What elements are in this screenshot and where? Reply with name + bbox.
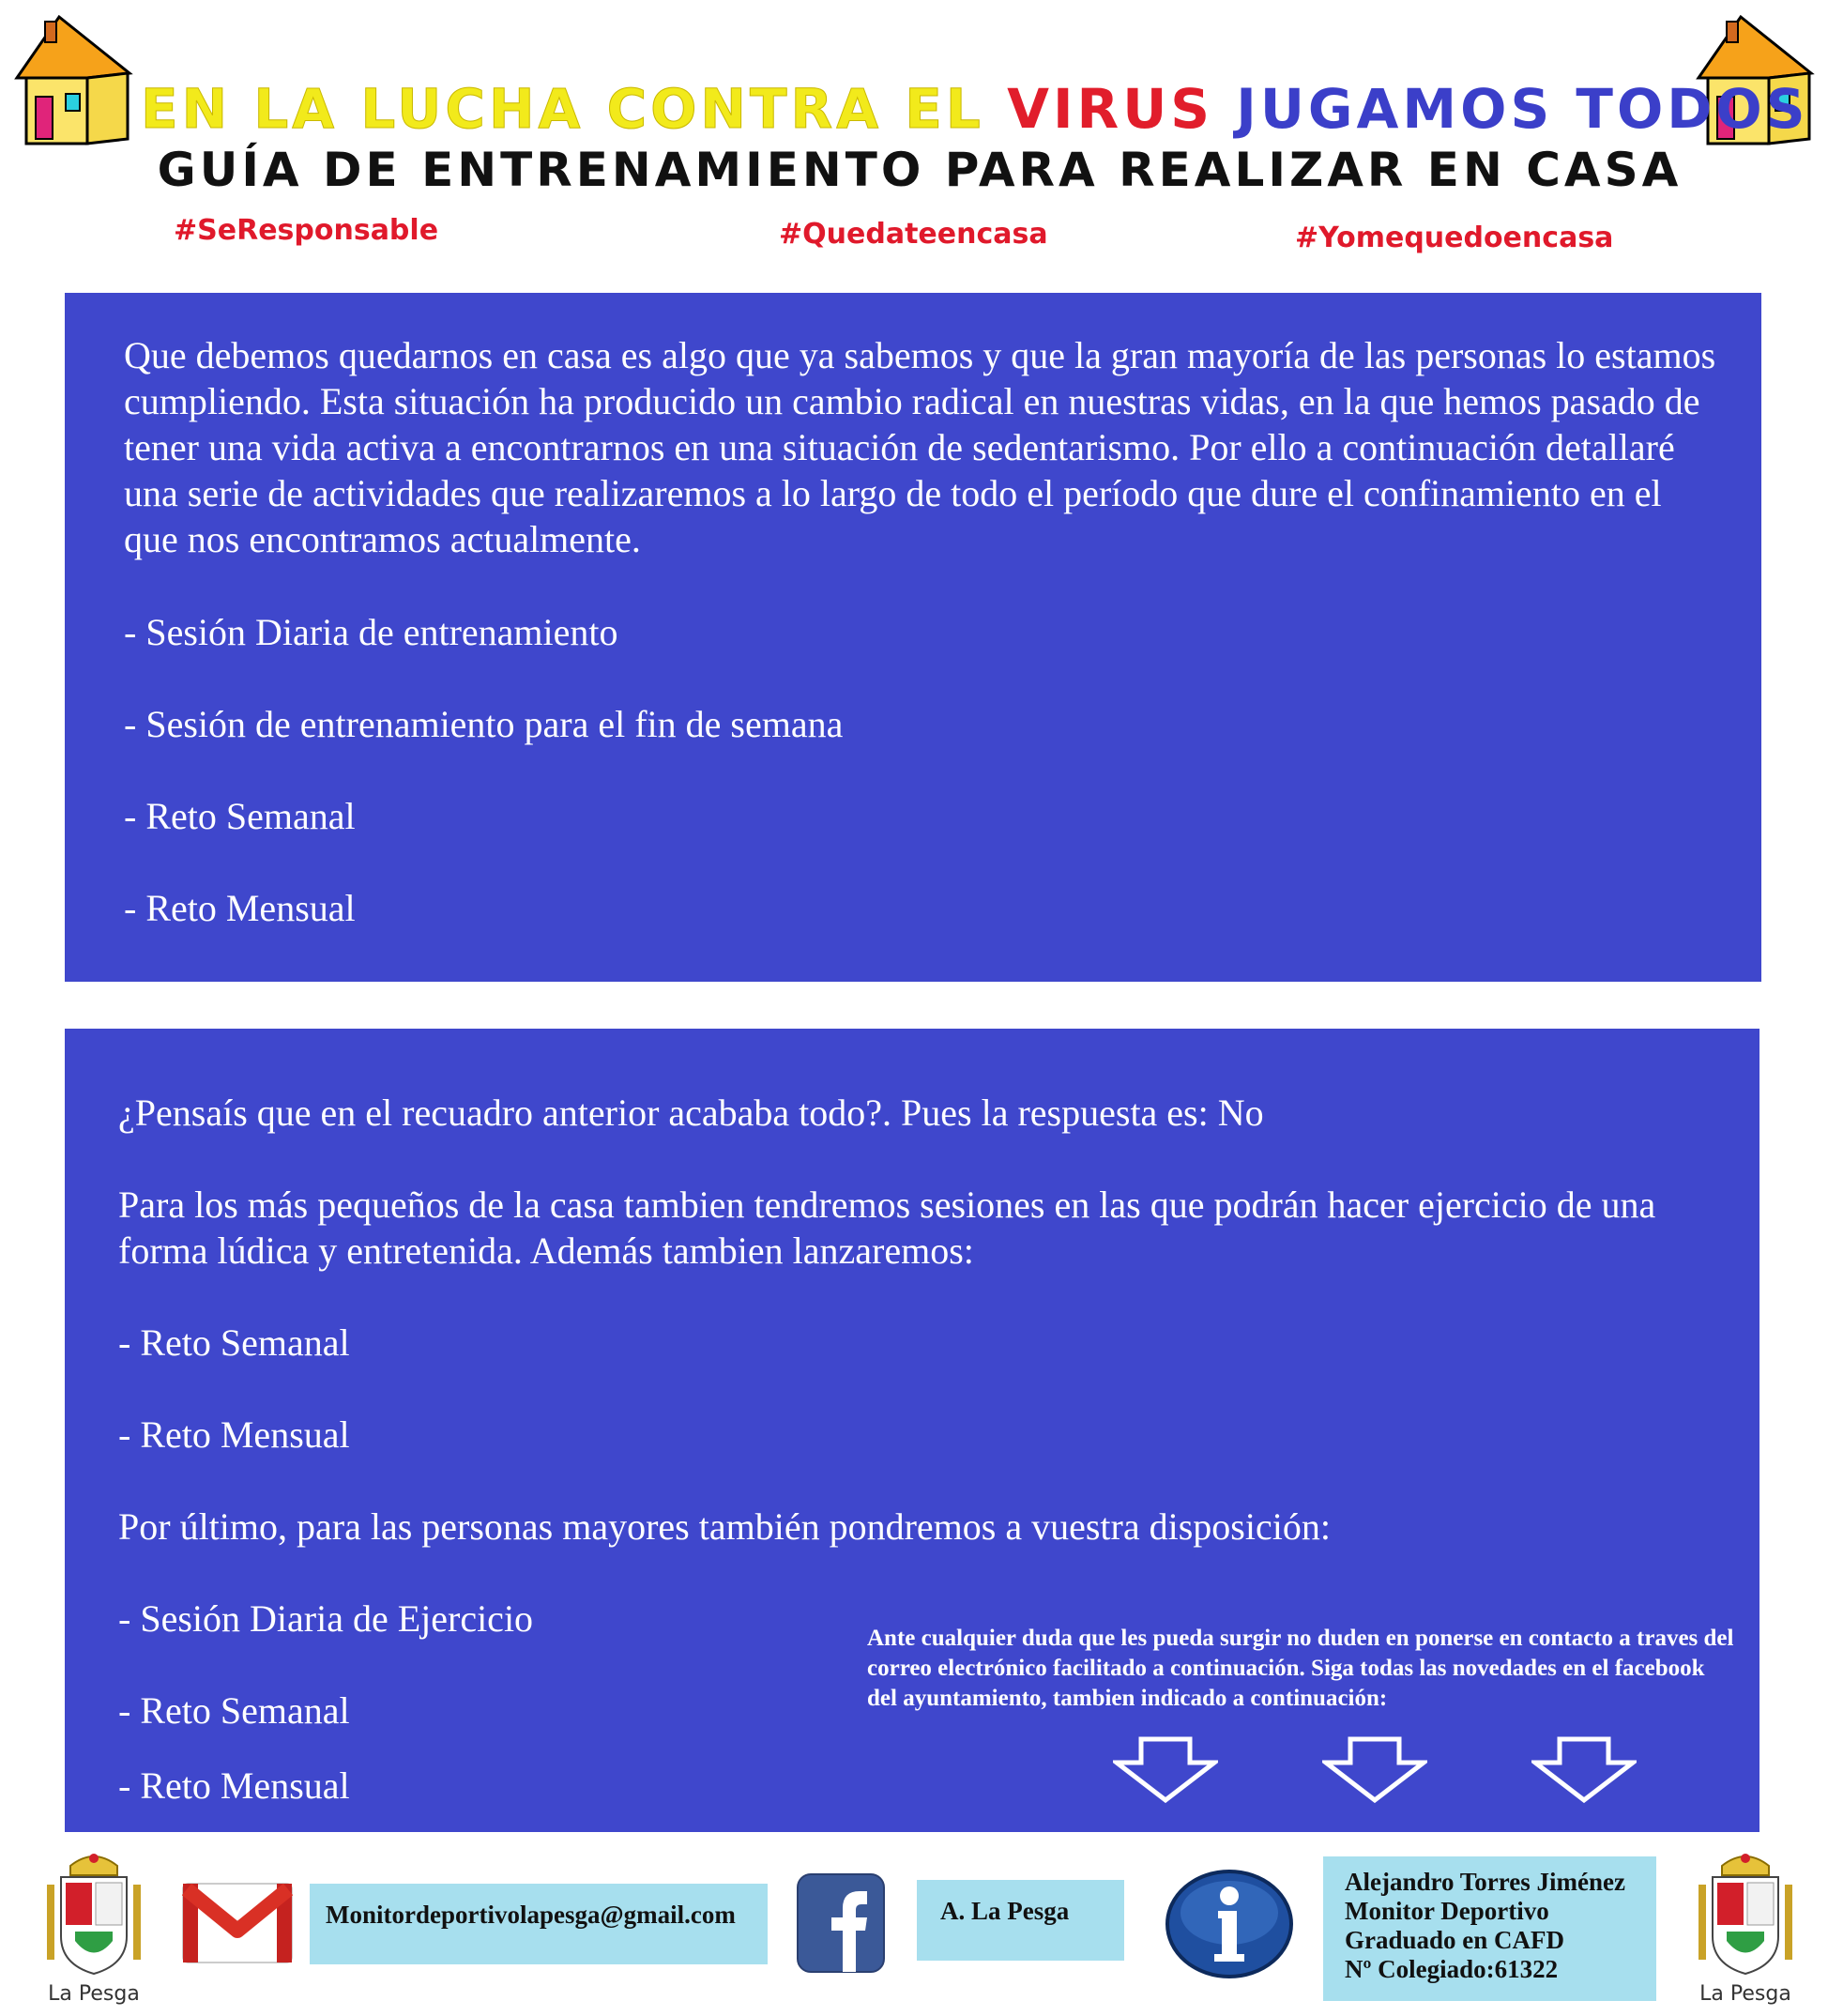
author-degree: Graduado en CAFD (1345, 1926, 1565, 1954)
intro-paragraph: Que debemos quedarnos en casa es algo que ya sabemos y que la gran mayoría de las personas lo estamos cumpliendo. Esta situación ha producido un cambio radical en nuestras vidas, en la que hemos pasado de tener una vida activa a encontrarnos en una situación de sedentarismo. Por ello a continuación detallaré una serie de actividades que realizaremos a lo largo de todo el período que dure el confinamiento en el que nos encontramos actualmente. (124, 334, 1716, 560)
hashtag-quedateencasa: #Quedateencasa (779, 218, 1048, 251)
town-name: La Pesga (1699, 1982, 1791, 2006)
page-title (141, 77, 1809, 141)
coat-of-arms-left (38, 1847, 150, 2011)
down-arrow-icon (1113, 1736, 1218, 1804)
down-arrow-icon (1531, 1736, 1637, 1804)
info-icon (1164, 1868, 1295, 1980)
gmail-icon[interactable] (181, 1882, 294, 1964)
title-part1: EN LA LUCHA CONTRA EL (141, 77, 1008, 141)
author-role: Monitor Deportivo (1345, 1897, 1549, 1925)
coat-of-arms-right (1689, 1847, 1802, 2011)
email-box[interactable] (310, 1884, 768, 1964)
question-text: ¿Pensaís que en el recuadro anterior acababa todo?. Pues la respuesta es: No (118, 1092, 1264, 1134)
page-subtitle: GUÍA DE ENTRENAMIENTO PARA REALIZAR EN CASA (157, 143, 1683, 197)
list-item: - Reto Semanal (118, 1689, 350, 1732)
list-item: - Reto Mensual (118, 1764, 350, 1807)
hashtag-yomequedoencasa: #Yomequedoencasa (1295, 221, 1614, 254)
title-part3: JUGAMOS TODOS (1213, 77, 1809, 141)
list-item: - Sesión Diaria de entrenamiento (124, 611, 618, 653)
title-virus: VIRUS (1007, 77, 1214, 141)
email-address[interactable]: Monitordeportivolapesga@gmail.com (326, 1901, 736, 1929)
down-arrow-icon (1322, 1736, 1427, 1804)
house-icon-left (8, 8, 139, 148)
hashtag-seresponsable: #SeResponsable (174, 214, 439, 247)
coat-of-arms-icon (1689, 1847, 1802, 1978)
list-item: - Reto Semanal (124, 795, 356, 837)
elders-paragraph: Por último, para las personas mayores también pondremos a vuestra disposición: (118, 1505, 1331, 1548)
list-item: - Reto Mensual (118, 1413, 350, 1456)
kids-paragraph: Para los más pequeños de la casa tambien tendremos sesiones en las que podrán hacer ejercicio de una forma lúdica y entretenida. Además tambien lanzaremos: (118, 1184, 1656, 1272)
author-name: Alejandro Torres Jiménez (1345, 1868, 1625, 1896)
author-box (1323, 1856, 1656, 2001)
list-item: - Sesión de entrenamiento para el fin de semana (124, 703, 844, 745)
coat-of-arms-icon (38, 1847, 150, 1978)
contact-note: Ante cualquier duda que les pueda surgir no duden en ponerse en contacto a traves del correo electrónico facilitado a continuación. Siga todas las novedades en el facebook del ayuntamiento, tambien indicado a continuación: (867, 1626, 1734, 1711)
list-item: - Reto Semanal (118, 1321, 350, 1364)
activities-box (65, 293, 1761, 982)
list-item: - Sesión Diaria de Ejercicio (118, 1597, 534, 1640)
facebook-box[interactable] (917, 1880, 1124, 1961)
town-name: La Pesga (48, 1982, 140, 2006)
author-registration: Nº Colegiado:61322 (1345, 1955, 1559, 1983)
facebook-page-name[interactable]: A. La Pesga (940, 1897, 1070, 1925)
list-item: - Reto Mensual (124, 887, 356, 929)
facebook-icon[interactable] (796, 1872, 886, 1976)
